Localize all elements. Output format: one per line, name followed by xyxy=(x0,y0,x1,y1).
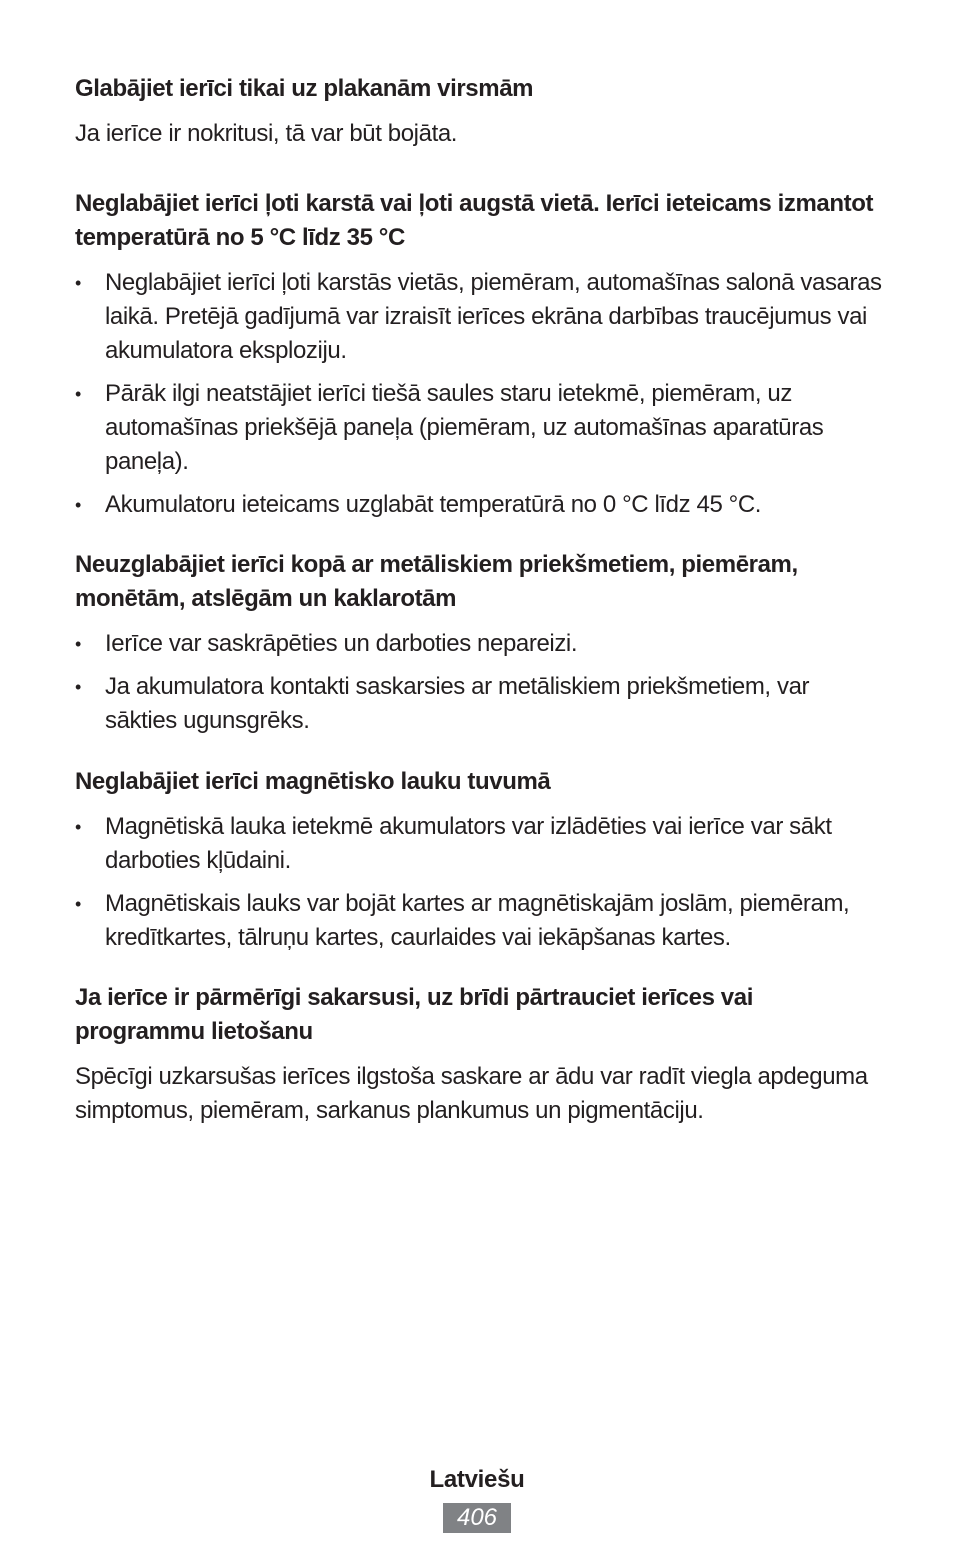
list-item-text: Ja akumulatora kontakti saskarsies ar metāliskiem priekšmetiem, var sākties ugunsgrēks. xyxy=(105,673,810,734)
section-temperature xyxy=(75,187,885,522)
list-item-text: Akumulatoru ieteicams uzglabāt temperatūrā no 0 °C līdz 45 °C. xyxy=(105,491,762,518)
list-item xyxy=(75,810,885,878)
list-item xyxy=(75,887,885,955)
section-paragraph: Spēcīgi uzkarsušas ierīces ilgstoša saskare ar ādu var radīt viegla apdeguma simptomus, piemēram, sarkanus plankumus un pigmentāciju. xyxy=(75,1063,868,1124)
list-item-text: Ierīce var saskrāpēties un darboties nepareizi. xyxy=(105,630,578,657)
list-item xyxy=(75,627,885,661)
bullet-icon: • xyxy=(75,384,81,404)
section-heading: Neglabājiet ierīci magnētisko lauku tuvumā xyxy=(75,768,551,795)
section-overheating xyxy=(75,981,885,1128)
list-item-text: Magnētiskā lauka ietekmē akumulators var izlādēties vai ierīce var sākt darboties kļūdaini. xyxy=(105,813,832,874)
page-footer xyxy=(0,1463,954,1533)
list-item xyxy=(75,488,885,522)
bullet-list xyxy=(75,627,885,738)
section-heading: Ja ierīce ir pārmērīgi sakarsusi, uz brīdi pārtrauciet ierīces vai programmu lietošanu xyxy=(75,984,753,1045)
bullet-list xyxy=(75,810,885,955)
list-item-text: Neglabājiet ierīci ļoti karstās vietās, piemēram, automašīnas salonā vasaras laikā. Pretējā gadījumā var izraisīt ierīces ekrāna darbības traucējumus vai akumulatora eksploziju. xyxy=(105,269,882,364)
bullet-icon: • xyxy=(75,273,81,293)
footer-language: Latviešu xyxy=(429,1466,525,1493)
list-item-text: Pārāk ilgi neatstājiet ierīci tiešā saules staru ietekmē, piemēram, uz automašīnas priekšējā paneļa (piemēram, uz automašīnas aparatūras paneļa). xyxy=(105,380,824,475)
document-body xyxy=(75,72,885,1128)
section-heading: Glabājiet ierīci tikai uz plakanām virsmām xyxy=(75,75,534,102)
bullet-list xyxy=(75,266,885,522)
section-heading: Neuzglabājiet ierīci kopā ar metāliskiem priekšmetiem, piemēram, monētām, atslēgām un kaklarotām xyxy=(75,551,798,612)
bullet-icon: • xyxy=(75,817,81,837)
page-number: 406 xyxy=(443,1503,511,1533)
bullet-icon: • xyxy=(75,894,81,914)
section-heading: Neglabājiet ierīci ļoti karstā vai ļoti augstā vietā. Ierīci ieteicams izmantot temperatūrā no 5 °C līdz 35 °C xyxy=(75,190,874,251)
bullet-icon: • xyxy=(75,634,81,654)
list-item xyxy=(75,670,885,738)
section-flat-surfaces xyxy=(75,72,885,151)
list-item-text: Magnētiskais lauks var bojāt kartes ar magnētiskajām joslām, piemēram, kredītkartes, tālruņu kartes, caurlaides vai iekāpšanas kartes. xyxy=(105,890,850,951)
bullet-icon: • xyxy=(75,677,81,697)
list-item xyxy=(75,377,885,479)
section-magnetic-fields xyxy=(75,765,885,955)
list-item xyxy=(75,266,885,368)
bullet-icon: • xyxy=(75,495,81,515)
section-paragraph: Ja ierīce ir nokritusi, tā var būt bojāta. xyxy=(75,120,458,147)
section-metal-objects xyxy=(75,548,885,738)
